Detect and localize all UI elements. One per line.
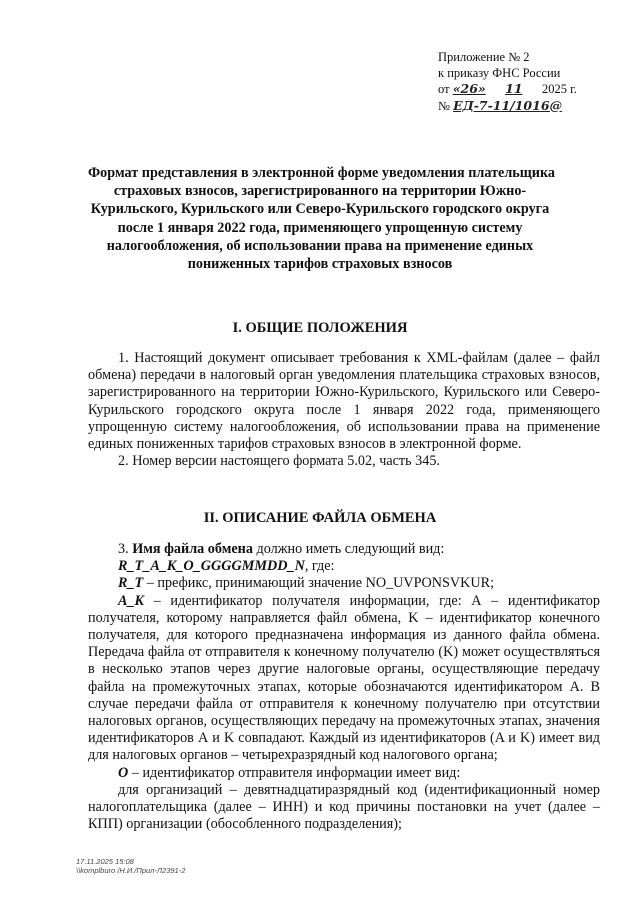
section2-body <box>88 541 600 833</box>
appendix-line1: Приложение № 2 <box>438 50 530 64</box>
footer-stamp: 17.11.2025 15:08 \\komplburo /Н.И./Прил-Л2391-2 <box>76 857 186 875</box>
date-year: 2025 г. <box>541 82 577 96</box>
section2-heading: II. ОПИСАНИЕ ФАЙЛА ОБМЕНА <box>203 510 437 526</box>
section1-body <box>88 350 600 470</box>
date-month: 11 <box>505 81 523 96</box>
file-name-pattern: R_T_A_K_O_GGGGMMDD_N, где: <box>118 558 335 575</box>
section1-heading: I. ОБЩИЕ ПОЛОЖЕНИЯ <box>232 320 408 336</box>
appendix-block <box>438 50 628 114</box>
order-number: ЕД-7-11/1016@ <box>453 97 563 113</box>
o-definition: О – идентификатор отправителя информации имеет вид: <box>118 764 461 781</box>
appendix-date: от «26» 11 2025 г. <box>438 81 577 96</box>
date-day: «26» <box>452 81 486 96</box>
paragraph-3: 3. Имя файла обмена должно иметь следующий вид: <box>118 541 445 557</box>
paragraph-1: 1. Настоящий документ описывает требования к XML-файлам (далее – файл обмена) передачи в налоговый орган уведомления плательщика страховых взносов, зарегистрированного на территории Южно-Курильского, Курильского или Северо-Курильского городского округа после 1 января 2022 года, применяющего упрощенную систему налогообложения, об использовании права на применение единых пониженных тарифов страховых взносов в электронной форме. <box>88 350 600 453</box>
appendix-line2: к приказу ФНС России <box>438 65 561 80</box>
document-title: Формат представления в электронной форме уведомления плательщика страховых взносов, зарегистрированного на территории Южно- Курильского, Курильского или Северо-Курильского городского округа после 1 января 2022 года, применяющего упрощенную систему налогообложения, об использовании права на применение единых пониженных тарифов страховых взносов <box>88 165 556 273</box>
paragraph-2: 2. Номер версии настоящего формата 5.02, часть 345. <box>118 453 440 470</box>
organization-definition: для организаций – девятнадцатиразрядный код (идентификационный номер налогоплательщика (далее – ИНН) и код причины постановки на учет (далее – КПП) организации (обособленного подразделения); <box>88 781 600 833</box>
rt-definition: R_T – префикс, принимающий значение NO_UVPONSVKUR; <box>118 575 495 592</box>
appendix-number: № ЕД-7-11/1016@ <box>438 97 563 113</box>
ak-definition: A_K – идентификатор получателя информации, где: А – идентификатор получателя, которому направляется файл обмена, K – идентификатор конечного получателя, для которого предназначена информация из данного файла обмена. Передача файла от отправителя к конечному получателю (K) может осуществляться в несколько этапов через другие налоговые органы, осуществляющие передачу файла на промежуточных этапах, которые обозначаются идентификатором А. В случае передачи файла от отправителя к конечному получателю при отсутствии налоговых органов, осуществляющих передачу на промежуточных этапах, значения идентификаторов А и K совпадают. Каждый из идентификаторов (A и K) имеет вид для налоговых органов – четырехразрядный код налогового органа; <box>88 592 600 764</box>
